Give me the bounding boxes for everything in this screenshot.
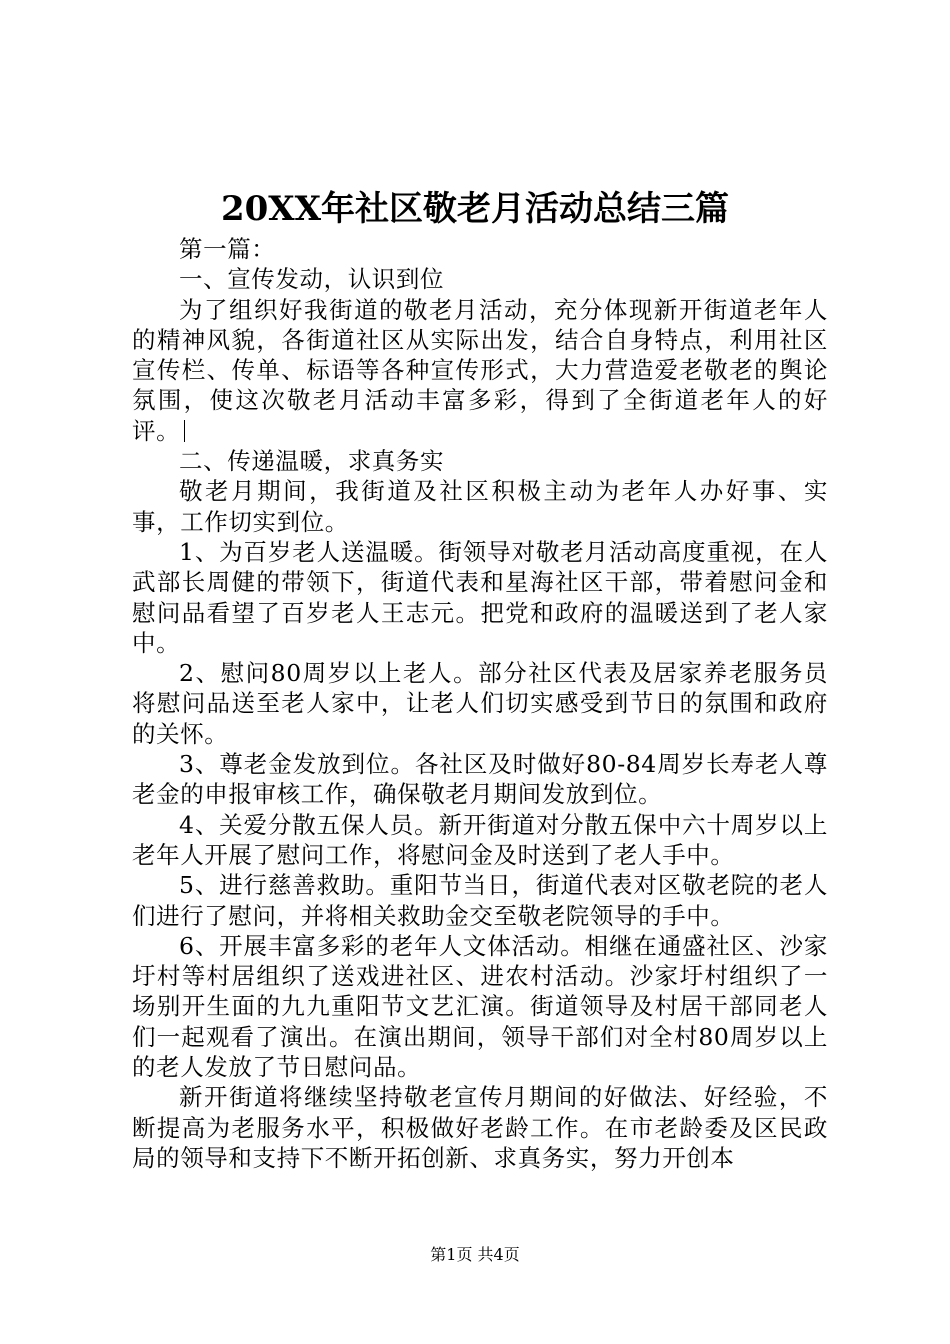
section-heading: 一、宣传发动，认识到位 <box>179 265 445 294</box>
page-number: 第1页 共4页 <box>430 1245 520 1264</box>
section-heading: 二、传递温暖，求真务实 <box>179 447 445 476</box>
body-paragraph <box>132 295 828 446</box>
list-paragraph: 2、慰问80周岁以上老人。部分社区代表及居家养老服务员将慰问品送至老人家中，让老人们切实感受到节日的氛围和政府的关怀。 <box>132 659 828 748</box>
list-paragraph: 5、进行慈善救助。重阳节当日，街道代表对区敬老院的老人们进行了慰问，并将相关救助金交至敬老院领导的手中。 <box>132 871 828 930</box>
list-paragraph: 1、为百岁老人送温暖。街领导对敬老月活动高度重视，在人武部长周健的带领下，街道代表和星海社区干部，带着慰问金和慰问品看望了百岁老人王志元。把党和政府的温暖送到了老人家中。 <box>132 537 828 657</box>
paragraph-text: 为了组织好我街道的敬老月活动，充分体现新开街道老年人的精神风貌，各街道社区从实际出发，结合自身特点，利用社区宣传栏、传单、标语等各种宣传形式，大力营造爱老敬老的舆论氛围，使这次敬老月活动丰富多彩，得到了全街道老年人的好评。 <box>132 295 828 445</box>
list-paragraph: 4、关爱分散五保人员。新开街道对分散五保中六十周岁以上老年人开展了慰问工作，将慰问金及时送到了老人手中。 <box>132 810 828 869</box>
body-paragraph: 敬老月期间，我街道及社区积极主动为老年人办好事、实事，工作切实到位。 <box>132 477 828 536</box>
text-cursor <box>184 420 185 442</box>
list-paragraph: 3、尊老金发放到位。各社区及时做好80-84周岁长寿老人尊老金的申报审核工作，确保敬老月期间发放到位。 <box>132 750 828 809</box>
document-title: 20XX年社区敬老月活动总结三篇 <box>220 189 730 229</box>
section-label: 第一篇： <box>179 235 276 263</box>
list-paragraph: 6、开展丰富多彩的老年人文体活动。相继在通盛社区、沙家圩村等村居组织了送戏进社区、进农村活动。沙家圩村组织了一场别开生面的九九重阳节文艺汇演。街道领导及村居干部同老人们一起观看了演出。在演出期间，领导干部们对全村80周岁以上的老人发放了节日慰问品。 <box>132 931 828 1082</box>
document-body <box>132 234 828 1173</box>
body-paragraph: 新开街道将继续坚持敬老宣传月期间的好做法、好经验，不断提高为老服务水平，积极做好老龄工作。在市老龄委及区民政局的领导和支持下不断开拓创新、求真务实，努力开创本 <box>132 1083 828 1172</box>
